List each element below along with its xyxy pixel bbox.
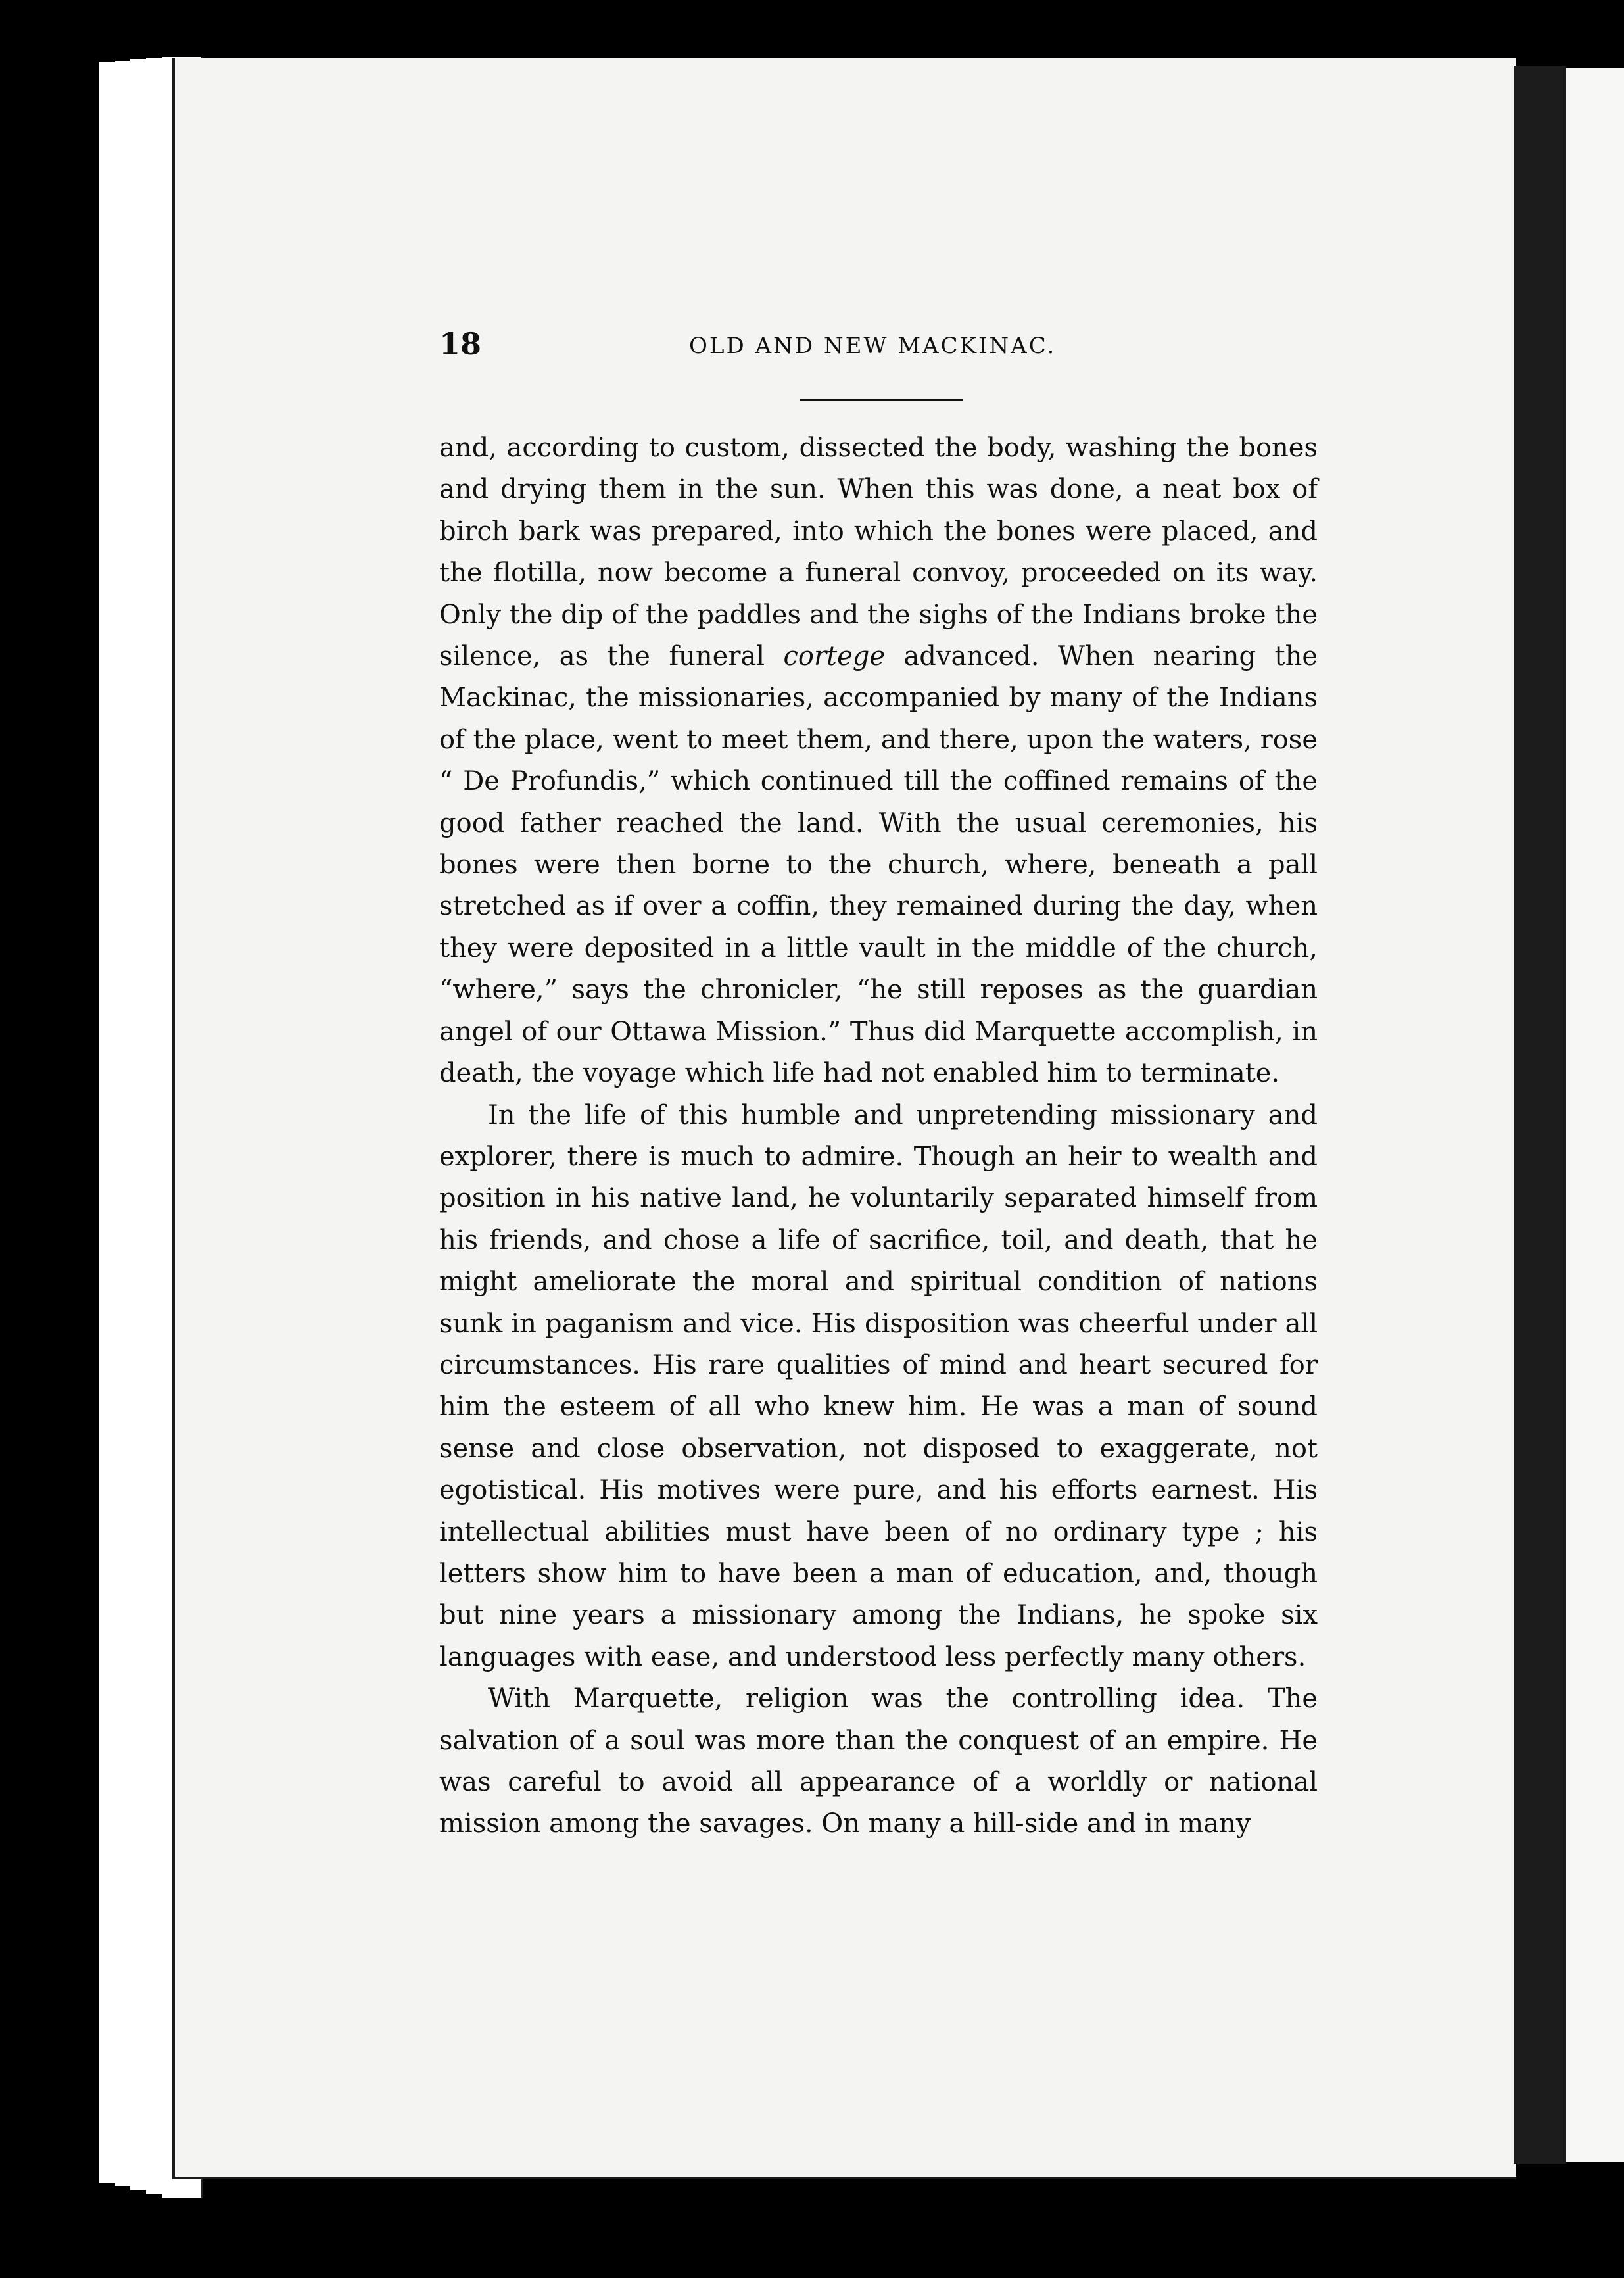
- paragraph-1-text-b: advanced. When nearing the Mackinac, the missionaries, accompanied by many of the Indians of the place, went to meet them, and there, upon the waters, rose “ De Profundis,” which continued till the coffined remains of the good father reached the land. With the usual ceremonies, his bones were then borne to the church, where, beneath a pall stretched as if over a coffin, they remained during the day, when they were deposited in a little vault in the middle of the church, “where,” says the chronicler, “he still reposes as the guardian angel of our Ottawa Mission.” Thus did Marquette accomplish, in death, the voyage which life had not enabled him to terminate.: [439, 641, 1318, 1089]
- running-head: OLD AND NEW MACKINAC.: [689, 333, 1057, 359]
- body-text: [439, 427, 1318, 1845]
- paragraph-1: [439, 427, 1318, 1095]
- page-header: [439, 326, 1318, 372]
- paragraph-3: With Marquette, religion was the controlling idea. The salvation of a soul was more than the conquest of an empire. He was careful to avoid all appearance of a worldly or national mission among the savages. On many a hill-side and in many: [439, 1684, 1318, 1839]
- page-number: 18: [439, 326, 482, 362]
- italic-word: cortege: [783, 641, 886, 672]
- binding-gutter: [1514, 66, 1566, 2164]
- paragraph-2: In the life of this humble and unpretending missionary and explorer, there is much to admire. Though an heir to wealth and position in his native land, he voluntarily separated himself from his friends, and chose a life of sacrifice, toil, and death, that he might ameliorate the moral and spiritual condition of nations sunk in paganism and vice. His disposition was cheerful under all circumstances. His rare qualities of mind and heart secured for him the esteem of all who knew him. He was a man of sound sense and close observation, not disposed to exaggerate, not egotistical. His motives were pure, and his efforts earnest. His intellectual abilities must have been of no ordinary type ; his letters show him to have been a man of education, and, though but nine years a missionary among the Indians, he spoke six languages with ease, and understood less perfectly many others.: [439, 1100, 1318, 1672]
- facing-page-edge: [1566, 68, 1624, 2162]
- header-rule: [800, 399, 963, 401]
- paragraph-1-text-a: and, according to custom, dissected the body, washing the bones and drying them in the sun. When this was done, a neat box of birch bark was prepared, into which the bones were placed, and the flotilla, now become a funeral convoy, proceeded on its way. Only the dip of the paddles and the sighs of the Indians broke the silence, as the funeral: [439, 433, 1318, 672]
